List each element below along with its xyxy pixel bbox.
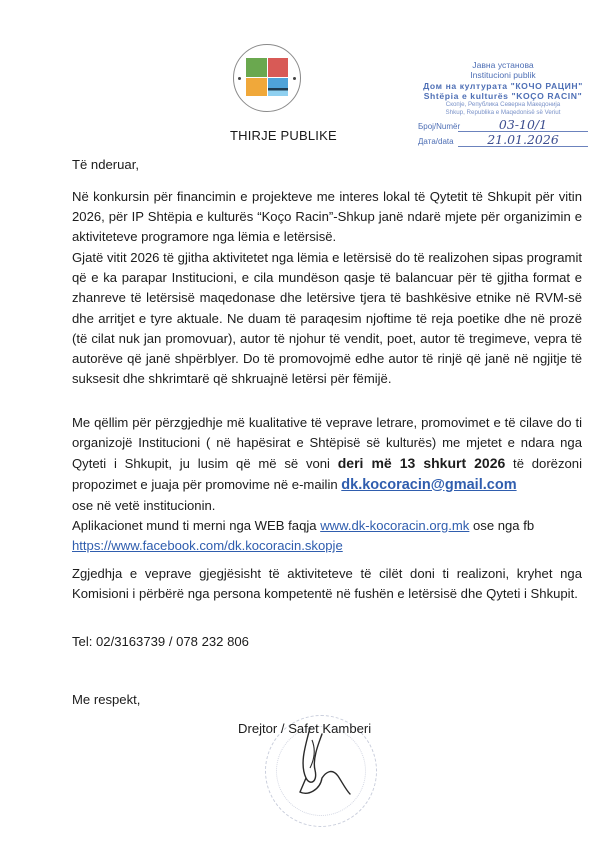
handwritten-signature [260, 720, 380, 800]
registration-stamp [418, 60, 588, 147]
stamp-line: Shkup, Republika e Maqedonisë së Veriut [445, 109, 561, 117]
applications-text: Aplikacionet mund ti merni nga WEB faqja [72, 518, 321, 533]
stamp-date-row [418, 132, 588, 147]
website-link[interactable]: www.dk-kocoracin.org.mk [320, 518, 470, 533]
logo-mosaic [246, 58, 288, 96]
paragraph-selection: Zgjedhja e veprave gjegjësisht të aktiviteteve të cilët doni ti realizoni, kryhet nga Komisioni i përbërë nga persona kompetentë në fushën e letërsisë dhe Qyteti i Shkupit. [72, 566, 582, 602]
stamp-number-row [418, 117, 588, 132]
applications-text: ose nga fb [469, 518, 535, 533]
logo-dot [238, 77, 241, 80]
paragraph-submission [72, 413, 582, 495]
stamp-number-label: Број/Numër [418, 121, 461, 131]
stamp-line: Institucioni publik [470, 70, 536, 81]
stamp-line: Shtëpia e kulturës "KOÇO RACIN" [423, 90, 583, 101]
stamp-number-value: 03-10/1 [458, 118, 588, 132]
facebook-link[interactable]: https://www.facebook.com/dk.kocoracin.skopje [72, 538, 343, 554]
document-title: THIRJE PUBLIKE [230, 128, 337, 143]
stamp-line: Скопје, Република Северна Македонија [445, 101, 561, 109]
email-link[interactable]: dk.kocoracin@gmail.com [341, 476, 517, 493]
logo-blue-tile [268, 78, 289, 97]
phone-numbers: Tel: 02/3163739 / 078 232 806 [72, 634, 249, 649]
logo-dot [293, 77, 296, 80]
stamp-date-value: 21.01.2026 [458, 133, 588, 147]
closing: Me respekt, [72, 692, 141, 707]
signatory: Drejtor / Safet Kamberi [238, 721, 372, 736]
deadline: deri më 13 shkurt 2026 [337, 455, 506, 472]
logo-orange-tile [246, 78, 267, 97]
logo-red-tile [268, 58, 289, 77]
stamp-line: Дом на културата "КОЧО РАЦИН" [423, 80, 583, 91]
paragraph-applications [72, 516, 582, 556]
institution-logo [233, 44, 301, 112]
greeting: Të nderuar, [72, 157, 139, 172]
submission-text: Me qëllim për përzgjedhje më kualitative të veprave letrare, promovimet e të cilave do ti organizojë Institucioni ( në hapësirat e Shtëpisë së kulturës) me mjetet e ndara nga Qyteti i Shkupit, ju lusim që më së voni [72, 415, 582, 472]
stamp-date-label: Датa/data [418, 136, 454, 146]
submission-alt: ose në vetë institucionin. [72, 498, 216, 513]
paragraph-program: Gjatë vitit 2026 të gjitha aktivitetet nga lëmia e letërsisë do të realizohen sipas programit që e ka parapar Institucioni, e cila mundëson qasje të balancuar për të gjitha format e zhanreve të letërsisë maqedonase dhe letërsive tjera të bashkësive etnike në RVM-së dhe arritjet e tyre aktuale. Ne duam të paraqesim njoftime të reja poetike dhe në prozë (të cilat nuk jan promovuar), autor të njohur të vendit, poet, autor të tregimeve, vepra të autorëve që janë shpërblyer. Do të promovojmë edhe autor të rinjë që janë në ngjitje të suksesit dhe shkrimtarë që shkruajnë letërsi për fëmijë. [72, 250, 582, 387]
stamp-line: Јавна установа [472, 60, 534, 70]
paragraph-intro: Në konkursin për financimin e projekteve me interes lokal të Qytetit të Shkupit për vitin 2026, për IP Shtëpia e kulturës “Koço Racin”-Shkup janë ndarë mjete për organizimin e aktiviteteve programore nga lëmia e letërsisë. [72, 189, 582, 245]
submission-text: të dorëzoni propozimet e juaja për promovime në e-mailin [72, 456, 582, 492]
logo-green-tile [246, 58, 267, 77]
